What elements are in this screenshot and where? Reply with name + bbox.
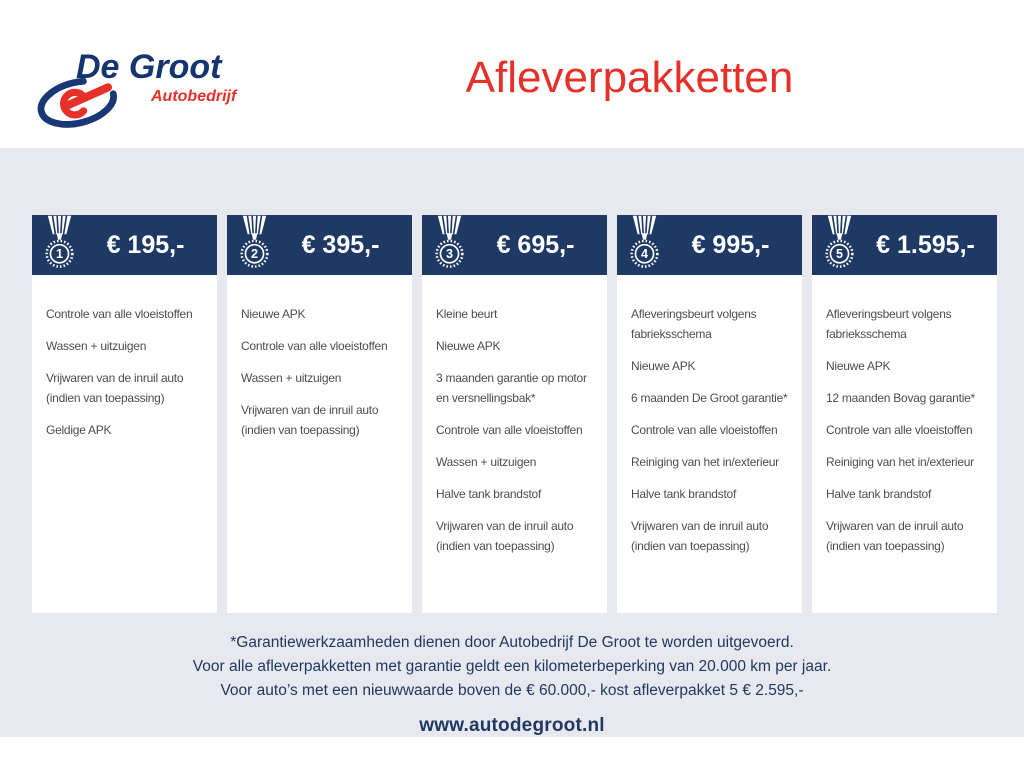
package-item: Wassen + uitzuigen xyxy=(436,455,537,469)
medal-number: 2 xyxy=(250,247,259,262)
package-item: 3 maanden garantie op motor en versnellingsbak* xyxy=(436,371,587,405)
logo-subtitle: Autobedrijf xyxy=(151,88,237,105)
package-card xyxy=(32,215,217,613)
package-card xyxy=(227,215,412,613)
package-items xyxy=(227,275,412,452)
top-band xyxy=(0,0,1024,148)
package-price: € 1.595,- xyxy=(876,230,975,259)
package-items xyxy=(812,275,997,568)
package-item: Kleine beurt xyxy=(436,307,498,321)
medal-icon xyxy=(236,215,273,273)
package-item: 6 maanden De Groot garantie* xyxy=(631,391,788,405)
medal-icon xyxy=(41,215,78,273)
package-items xyxy=(422,275,607,568)
package-item: Wassen + uitzuigen xyxy=(46,339,147,353)
package-item: Nieuwe APK xyxy=(436,339,501,353)
title-area xyxy=(235,45,1024,103)
package-item: Controle van alle vloeistoffen xyxy=(631,423,778,437)
package-header xyxy=(227,215,412,275)
page-title: Afleverpakketten xyxy=(465,53,794,102)
medal-icon xyxy=(626,215,663,273)
package-header xyxy=(422,215,607,275)
package-item: Nieuwe APK xyxy=(826,359,891,373)
package-item: Halve tank brandstof xyxy=(631,487,737,501)
medal-icon xyxy=(431,215,468,273)
medal-number: 3 xyxy=(445,247,454,262)
package-item: Nieuwe APK xyxy=(241,307,306,321)
package-price: € 695,- xyxy=(496,230,575,259)
package-item: Vrijwaren van de inruil auto (indien van toepassing) xyxy=(826,519,964,553)
medal-number: 4 xyxy=(640,247,649,262)
footnote-line: Voor alle afleverpakketten met garantie geldt een kilometerbeperking van 20.000 km per jaar. xyxy=(192,658,832,675)
footnote-line: *Garantiewerkzaamheden dienen door Autobedrijf De Groot te worden uitgevoerd. xyxy=(230,634,794,651)
medal-icon xyxy=(821,215,858,273)
package-item: Controle van alle vloeistoffen xyxy=(46,307,193,321)
logo xyxy=(0,0,235,148)
package-price: € 195,- xyxy=(106,230,185,259)
packages-row xyxy=(32,215,997,613)
package-card xyxy=(422,215,607,613)
content-band xyxy=(0,148,1024,737)
package-card xyxy=(812,215,997,613)
package-item: Controle van alle vloeistoffen xyxy=(436,423,583,437)
package-item: Vrijwaren van de inruil auto (indien van toepassing) xyxy=(46,371,184,405)
package-price: € 995,- xyxy=(691,230,770,259)
package-item: Controle van alle vloeistoffen xyxy=(241,339,388,353)
package-item: 12 maanden Bovag garantie* xyxy=(826,391,975,405)
package-items xyxy=(617,275,802,568)
footnotes xyxy=(0,631,1024,703)
package-item: Afleveringsbeurt volgens fabrieksschema xyxy=(826,307,952,341)
package-item: Reiniging van het in/exterieur xyxy=(826,455,974,469)
package-item: Geldige APK xyxy=(46,423,112,437)
medal-number: 1 xyxy=(55,247,64,262)
package-header xyxy=(617,215,802,275)
package-item: Vrijwaren van de inruil auto (indien van toepassing) xyxy=(436,519,574,553)
package-item: Vrijwaren van de inruil auto (indien van toepassing) xyxy=(241,403,379,437)
package-item: Reiniging van het in/exterieur xyxy=(631,455,779,469)
package-items xyxy=(32,275,217,452)
package-item: Vrijwaren van de inruil auto (indien van toepassing) xyxy=(631,519,769,553)
package-header xyxy=(812,215,997,275)
website-url: www.autodegroot.nl xyxy=(419,715,605,736)
package-item: Nieuwe APK xyxy=(631,359,696,373)
package-item: Halve tank brandstof xyxy=(826,487,932,501)
package-header xyxy=(32,215,217,275)
medal-number: 5 xyxy=(835,247,844,262)
package-price: € 395,- xyxy=(301,230,380,259)
package-item: Halve tank brandstof xyxy=(436,487,542,501)
package-item: Controle van alle vloeistoffen xyxy=(826,423,973,437)
package-card xyxy=(617,215,802,613)
package-item: Afleveringsbeurt volgens fabrieksschema xyxy=(631,307,757,341)
footnote-line: Voor auto’s met een nieuwwaarde boven de € 60.000,- kost afleverpakket 5 € 2.595,- xyxy=(220,682,804,699)
logo-name: De Groot xyxy=(76,48,222,86)
package-item: Wassen + uitzuigen xyxy=(241,371,342,385)
